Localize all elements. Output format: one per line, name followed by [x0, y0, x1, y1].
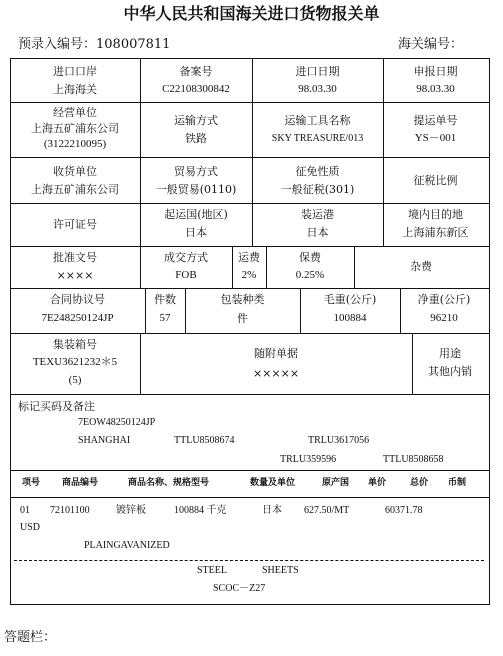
dashed-divider	[14, 560, 484, 561]
col-divider	[140, 58, 141, 102]
col-item: 项号	[22, 478, 41, 488]
row-divider	[10, 288, 490, 289]
marks-container-4: TTLU8508658	[383, 454, 444, 465]
col-name: 商品名称、规格型号	[128, 478, 210, 488]
transport-label: 运输方式	[174, 114, 218, 127]
operator-label: 经营单位	[53, 106, 97, 119]
row-divider	[10, 246, 490, 247]
levy-value: 一般征税(301)	[280, 183, 355, 196]
documents-value: ×××××	[252, 367, 300, 380]
receiver-label: 收货单位	[53, 165, 97, 178]
col-code: 商品编号	[62, 478, 99, 488]
bl-label: 提运单号	[413, 114, 458, 127]
record-value: C22108300842	[162, 83, 230, 95]
loading-port-value: 日本	[306, 226, 329, 239]
col-currency: 币制	[448, 478, 467, 488]
col-divider	[252, 102, 253, 157]
documents-label: 随附单据	[254, 347, 298, 360]
freight-label: 运费	[238, 251, 260, 264]
origin-country-label: 起运国(地区)	[164, 208, 228, 221]
contract-value: 7E248250124JP	[41, 312, 114, 324]
net-weight-label: 净重(公斤)	[417, 293, 471, 306]
goods-currency: USD	[20, 522, 41, 533]
port-value: 上海海关	[53, 83, 97, 96]
goods-desc-line1: PLAINGAVANIZED	[84, 540, 170, 551]
col-divider	[383, 58, 384, 102]
goods-desc-sheets: SHEETS	[262, 565, 299, 576]
row-divider	[10, 333, 490, 334]
insurance-value: 0.25%	[295, 269, 325, 281]
goods-qty: 100884 千克	[174, 505, 227, 516]
destination-label: 境内目的地	[408, 208, 463, 221]
row-divider	[10, 470, 490, 471]
marks-line1: 7EOW48250124JP	[78, 417, 156, 428]
col-divider	[412, 333, 413, 394]
marks-container-2: TRLU3617056	[308, 435, 370, 446]
usage-value: 其他内销	[428, 365, 472, 378]
usage-label: 用途	[439, 347, 461, 360]
import-date-label: 进口日期	[295, 65, 340, 78]
approval-label: 批准文号	[53, 251, 97, 264]
trade-value: 一般贸易(0110)	[155, 183, 237, 196]
operator-value: 上海五矿浦东公司	[31, 122, 119, 135]
col-divider	[140, 157, 141, 203]
trade-label: 贸易方式	[174, 165, 218, 178]
transport-value: 铁路	[185, 132, 207, 145]
pieces-label: 件数	[154, 293, 176, 306]
goods-origin: 日本	[262, 505, 282, 516]
goods-total: 60371.78	[385, 505, 423, 516]
destination-value: 上海浦东新区	[402, 226, 469, 239]
prerecord-number: 108007811	[96, 37, 171, 52]
col-price: 单价	[368, 478, 387, 488]
gross-weight-label: 毛重(公斤)	[323, 293, 377, 306]
deal-value: FOB	[175, 269, 197, 281]
col-divider	[140, 102, 141, 157]
customs-no-label: 海关编号：	[398, 37, 464, 52]
packing-label: 包装种类	[220, 293, 265, 306]
port-label: 进口口岸	[53, 65, 97, 78]
loading-port-label: 装运港	[301, 208, 334, 221]
origin-country-value: 日本	[185, 226, 207, 239]
row-divider	[10, 102, 490, 103]
goods-desc-steel: STEEL	[197, 565, 227, 576]
license-label: 许可证号	[53, 218, 97, 231]
col-total: 总价	[410, 478, 429, 488]
row-divider	[10, 157, 490, 158]
goods-name: 镀锌板	[116, 505, 146, 516]
goods-desc-line3: SCOC－Z27	[213, 583, 266, 594]
vehicle-value: SKY TREASURE/013	[271, 133, 364, 144]
col-divider	[140, 333, 141, 394]
deal-label: 成交方式	[164, 251, 208, 264]
goods-code: 72101100	[50, 505, 90, 516]
marks-label: 标记买码及备注	[18, 400, 95, 413]
prerecord-label-text: 预录入编号：	[18, 37, 97, 52]
col-origin: 原产国	[322, 478, 350, 488]
declare-date-value: 98.03.30	[416, 83, 455, 95]
answer-label: 答题栏：	[4, 630, 57, 645]
operator-code: (3122210095)	[43, 138, 107, 150]
row-divider	[10, 497, 490, 498]
col-divider	[252, 157, 253, 203]
insurance-label: 保费	[299, 251, 321, 264]
container-label: 集装箱号	[53, 338, 97, 351]
row-divider	[10, 203, 490, 204]
vehicle-label: 运输工具名称	[284, 114, 351, 127]
packing-unit: 件	[237, 312, 248, 325]
declare-date-label: 申报日期	[413, 65, 458, 78]
form-title: 中华人民共和国海关进口货物报关单	[123, 4, 380, 23]
approval-value: ××××	[56, 269, 94, 282]
col-divider	[252, 58, 253, 102]
row-divider	[10, 394, 490, 395]
container-value: TEXU3621232＊5	[32, 356, 118, 368]
marks-container-1: TTLU8508674	[174, 435, 235, 446]
goods-item: 01	[20, 505, 30, 516]
import-date-value: 98.03.30	[298, 83, 337, 95]
col-divider	[383, 102, 384, 157]
contract-label: 合同协议号	[50, 293, 105, 306]
levy-label: 征免性质	[295, 165, 340, 178]
gross-weight-value: 100884	[333, 312, 367, 324]
pieces-value: 57	[159, 312, 171, 324]
container-count: (5)	[68, 374, 82, 386]
marks-shanghai: SHANGHAI	[78, 435, 131, 446]
receiver-value: 上海五矿浦东公司	[31, 183, 119, 196]
tax-ratio-label: 征税比例	[413, 174, 458, 187]
goods-price: 627.50/MT	[304, 505, 350, 516]
misc-label: 杂费	[410, 260, 432, 273]
col-qty: 数量及单位	[250, 478, 296, 488]
net-weight-value: 96210	[430, 312, 458, 324]
prerecord-label	[18, 38, 170, 51]
marks-container-3: TRLU359596	[280, 454, 337, 465]
freight-value: 2%	[241, 269, 257, 281]
record-label: 备案号	[179, 65, 213, 78]
bl-value: YS－001	[414, 132, 457, 144]
